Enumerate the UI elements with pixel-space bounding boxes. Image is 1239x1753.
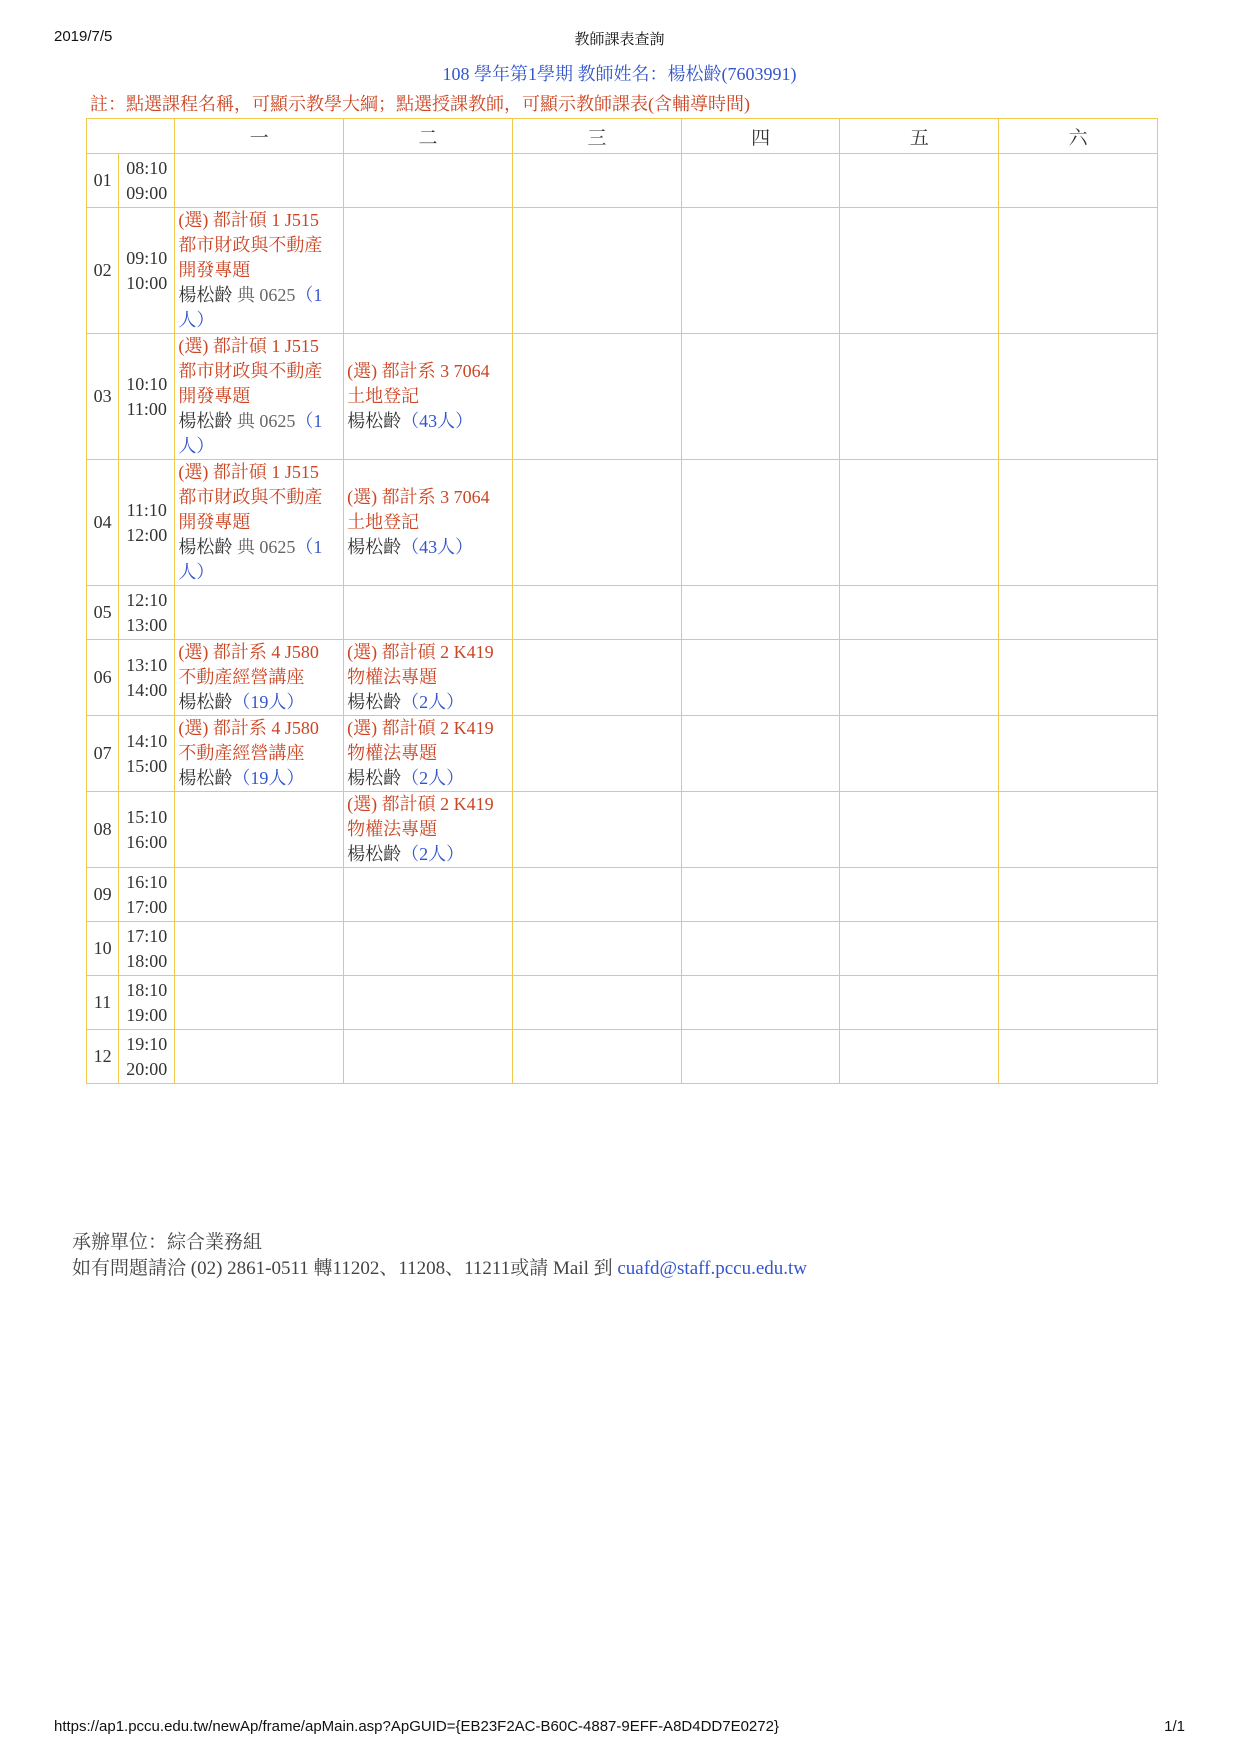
schedule-cell: [840, 154, 999, 208]
period-start: 17:10: [126, 925, 168, 946]
period-row: [87, 334, 1158, 460]
enrollment-count[interactable]: （19人）: [232, 692, 305, 712]
schedule-cell: [999, 792, 1158, 868]
teacher-link[interactable]: 楊松齡: [347, 411, 402, 431]
schedule-cell: [681, 868, 840, 922]
day-header: 六: [999, 119, 1158, 154]
schedule-cell: [681, 976, 840, 1030]
period-start: 08:10: [126, 157, 168, 178]
schedule-cell: [999, 868, 1158, 922]
footer-email-link[interactable]: cuafd@staff.pccu.edu.tw: [617, 1258, 808, 1279]
schedule-cell: [681, 460, 840, 586]
schedule-cell: [512, 868, 681, 922]
period-end: 13:00: [126, 614, 168, 635]
period-row: [87, 1030, 1158, 1084]
period-row: [87, 208, 1158, 334]
print-doc-title: 教師課表查詢: [574, 31, 665, 48]
schedule-cell: [999, 208, 1158, 334]
schedule-cell: [175, 208, 344, 334]
schedule-cell: [175, 640, 344, 716]
course-name-link[interactable]: (選) 都計碩 1 J515 都市財政與不動產開發專題: [178, 462, 323, 532]
schedule-cell: [681, 640, 840, 716]
period-start: 09:10: [126, 247, 168, 268]
print-page-number: 1/1: [1164, 1718, 1185, 1735]
schedule-cell: [175, 1030, 344, 1084]
period-row: [87, 640, 1158, 716]
schedule-cell: [999, 640, 1158, 716]
schedule-cell: [681, 586, 840, 640]
period-end: 12:00: [126, 524, 168, 545]
period-start: 15:10: [126, 806, 168, 827]
period-time: [119, 868, 175, 922]
room-text: 典 0625: [232, 411, 296, 431]
schedule-cell: [512, 154, 681, 208]
enrollment-count[interactable]: （19人）: [232, 768, 305, 788]
enrollment-count[interactable]: （43人）: [401, 411, 474, 431]
schedule-cell: [840, 792, 999, 868]
teacher-link[interactable]: 楊松齡: [347, 537, 402, 557]
schedule-cell: [344, 208, 513, 334]
schedule-cell: [344, 586, 513, 640]
period-number: 10: [87, 922, 119, 976]
schedule-cell: [175, 976, 344, 1030]
period-end: 10:00: [126, 272, 168, 293]
period-time: [119, 716, 175, 792]
period-end: 15:00: [126, 755, 168, 776]
schedule-cell: [344, 792, 513, 868]
course-name-link[interactable]: (選) 都計系 3 7064 土地登記: [347, 361, 490, 406]
period-number: 05: [87, 586, 119, 640]
period-row: [87, 154, 1158, 208]
period-number: 02: [87, 208, 119, 334]
schedule-cell: [999, 586, 1158, 640]
footer-contact-text: 如有問題請洽 (02) 2861-0511 轉11202、11208、11211或請 Mail 到: [72, 1258, 618, 1279]
period-end: 11:00: [126, 398, 167, 419]
schedule-cell: [512, 922, 681, 976]
print-footer: [54, 1718, 1185, 1738]
course-name-link[interactable]: (選) 都計碩 1 J515 都市財政與不動產開發專題: [178, 210, 323, 280]
room-text: 典 0625: [232, 285, 296, 305]
teacher-link[interactable]: 楊松齡: [347, 692, 402, 712]
schedule-cell: [175, 922, 344, 976]
teacher-link[interactable]: 楊松齡: [347, 844, 402, 864]
schedule-cell: [512, 1030, 681, 1084]
period-end: 19:00: [126, 1004, 168, 1025]
course-name-link[interactable]: (選) 都計系 4 J580 不動產經營講座: [178, 642, 319, 687]
schedule-cell: [681, 208, 840, 334]
footer-unit: 承辦單位：綜合業務組: [72, 1232, 263, 1253]
period-start: 18:10: [126, 979, 168, 1000]
day-header: 一: [175, 119, 344, 154]
period-row: [87, 460, 1158, 586]
period-end: 09:00: [126, 182, 168, 203]
schedule-cell: [840, 1030, 999, 1084]
period-start: 10:10: [126, 373, 168, 394]
schedule-cell: [999, 922, 1158, 976]
enrollment-count[interactable]: （2人）: [401, 692, 465, 712]
course-name-link[interactable]: (選) 都計碩 1 J515 都市財政與不動產開發專題: [178, 336, 323, 406]
teacher-link[interactable]: 楊松齡: [178, 692, 233, 712]
schedule-cell: [681, 716, 840, 792]
period-number: 09: [87, 868, 119, 922]
schedule-cell: [681, 334, 840, 460]
period-number: 04: [87, 460, 119, 586]
schedule-cell: [344, 334, 513, 460]
schedule-cell: [175, 586, 344, 640]
enrollment-count[interactable]: （2人）: [401, 844, 465, 864]
day-header: 三: [512, 119, 681, 154]
schedule-cell: [840, 640, 999, 716]
period-row: [87, 586, 1158, 640]
schedule-cell: [175, 154, 344, 208]
schedule-cell: [344, 460, 513, 586]
schedule-cell: [344, 922, 513, 976]
period-number: 12: [87, 1030, 119, 1084]
schedule-cell: [681, 1030, 840, 1084]
schedule-cell: [344, 154, 513, 208]
schedule-cell: [512, 640, 681, 716]
period-number: 01: [87, 154, 119, 208]
period-start: 12:10: [126, 589, 168, 610]
period-time: [119, 586, 175, 640]
period-time: [119, 208, 175, 334]
schedule-cell: [840, 460, 999, 586]
enrollment-count[interactable]: （1人）: [178, 285, 323, 330]
period-start: 11:10: [126, 499, 167, 520]
course-name-link[interactable]: (選) 都計系 4 J580 不動產經營講座: [178, 718, 319, 763]
teacher-link[interactable]: 楊松齡: [178, 768, 233, 788]
schedule-cell: [840, 208, 999, 334]
period-number: 08: [87, 792, 119, 868]
schedule-cell: [999, 1030, 1158, 1084]
schedule-cell: [175, 792, 344, 868]
period-start: 13:10: [126, 654, 168, 675]
day-header: 二: [344, 119, 513, 154]
period-end: 18:00: [126, 950, 168, 971]
period-start: 19:10: [126, 1033, 168, 1054]
period-time: [119, 334, 175, 460]
period-number: 03: [87, 334, 119, 460]
period-row: [87, 716, 1158, 792]
schedule-cell: [840, 976, 999, 1030]
period-number: 11: [87, 976, 119, 1030]
schedule-cell: [681, 792, 840, 868]
schedule-cell: [175, 460, 344, 586]
room-text: 典 0625: [232, 537, 296, 557]
period-time: [119, 922, 175, 976]
course-name-link[interactable]: (選) 都計系 3 7064 土地登記: [347, 487, 490, 532]
enrollment-count[interactable]: （1人）: [178, 411, 323, 456]
period-end: 17:00: [126, 896, 168, 917]
enrollment-count[interactable]: （2人）: [401, 768, 465, 788]
course-name-link[interactable]: (選) 都計碩 2 K419 物權法專題: [347, 794, 494, 839]
course-name-link[interactable]: (選) 都計碩 2 K419 物權法專題: [347, 642, 494, 687]
period-end: 14:00: [126, 679, 168, 700]
schedule-cell: [512, 586, 681, 640]
enrollment-count[interactable]: （43人）: [401, 537, 474, 557]
period-time: [119, 154, 175, 208]
schedule-cell: [999, 976, 1158, 1030]
schedule-cell: [175, 868, 344, 922]
schedule-cell: [840, 868, 999, 922]
period-time: [119, 460, 175, 586]
schedule-cell: [175, 716, 344, 792]
print-url: https://ap1.pccu.edu.tw/newAp/frame/apMain.asp?ApGUID={EB23F2AC-B60C-4887-9EFF-A8D4DD7E0272}: [54, 1718, 779, 1735]
schedule-table: [86, 118, 1158, 1084]
period-row: [87, 976, 1158, 1030]
print-header: [54, 28, 1185, 48]
schedule-cell: [999, 716, 1158, 792]
schedule-cell: [344, 976, 513, 1030]
teacher-link[interactable]: 楊松齡: [347, 768, 402, 788]
schedule-cell: [840, 586, 999, 640]
schedule-cell: [512, 208, 681, 334]
day-header: 四: [681, 119, 840, 154]
period-row: [87, 922, 1158, 976]
footer-info: [72, 1230, 807, 1282]
schedule-cell: [840, 922, 999, 976]
note-text: 註：點選課程名稱，可顯示教學大綱；點選授課教師，可顯示教師課表(含輔導時間): [90, 94, 750, 114]
period-start: 16:10: [126, 871, 168, 892]
period-row: [87, 868, 1158, 922]
schedule-cell: [840, 334, 999, 460]
schedule-cell: [999, 334, 1158, 460]
period-time: [119, 640, 175, 716]
teacher-link[interactable]: 楊松齡: [178, 411, 233, 431]
schedule-cell: [344, 640, 513, 716]
schedule-cell: [999, 460, 1158, 586]
period-end: 20:00: [126, 1058, 168, 1079]
period-end: 16:00: [126, 831, 168, 852]
period-time: [119, 792, 175, 868]
schedule-cell: [344, 1030, 513, 1084]
corner-cell: [87, 119, 175, 154]
period-number: 06: [87, 640, 119, 716]
day-header-row: [87, 119, 1158, 154]
schedule-cell: [681, 154, 840, 208]
enrollment-count[interactable]: （1人）: [178, 537, 323, 582]
schedule-cell: [840, 716, 999, 792]
schedule-cell: [344, 716, 513, 792]
schedule-cell: [512, 716, 681, 792]
schedule-cell: [344, 868, 513, 922]
period-time: [119, 1030, 175, 1084]
schedule-cell: [999, 154, 1158, 208]
print-date: 2019/7/5: [54, 28, 113, 45]
period-time: [119, 976, 175, 1030]
schedule-cell: [512, 792, 681, 868]
footer-contact: [72, 1256, 807, 1282]
schedule-cell: [681, 922, 840, 976]
schedule-cell: [175, 334, 344, 460]
schedule-cell: [512, 334, 681, 460]
period-start: 14:10: [126, 730, 168, 751]
schedule-cell: [512, 460, 681, 586]
day-header: 五: [840, 119, 999, 154]
teacher-link[interactable]: 楊松齡: [178, 285, 233, 305]
course-name-link[interactable]: (選) 都計碩 2 K419 物權法專題: [347, 718, 494, 763]
period-row: [87, 792, 1158, 868]
schedule-cell: [512, 976, 681, 1030]
teacher-link[interactable]: 楊松齡: [178, 537, 233, 557]
period-number: 07: [87, 716, 119, 792]
page-title[interactable]: 108 學年第1學期 教師姓名：楊松齡(7603991): [442, 64, 797, 84]
